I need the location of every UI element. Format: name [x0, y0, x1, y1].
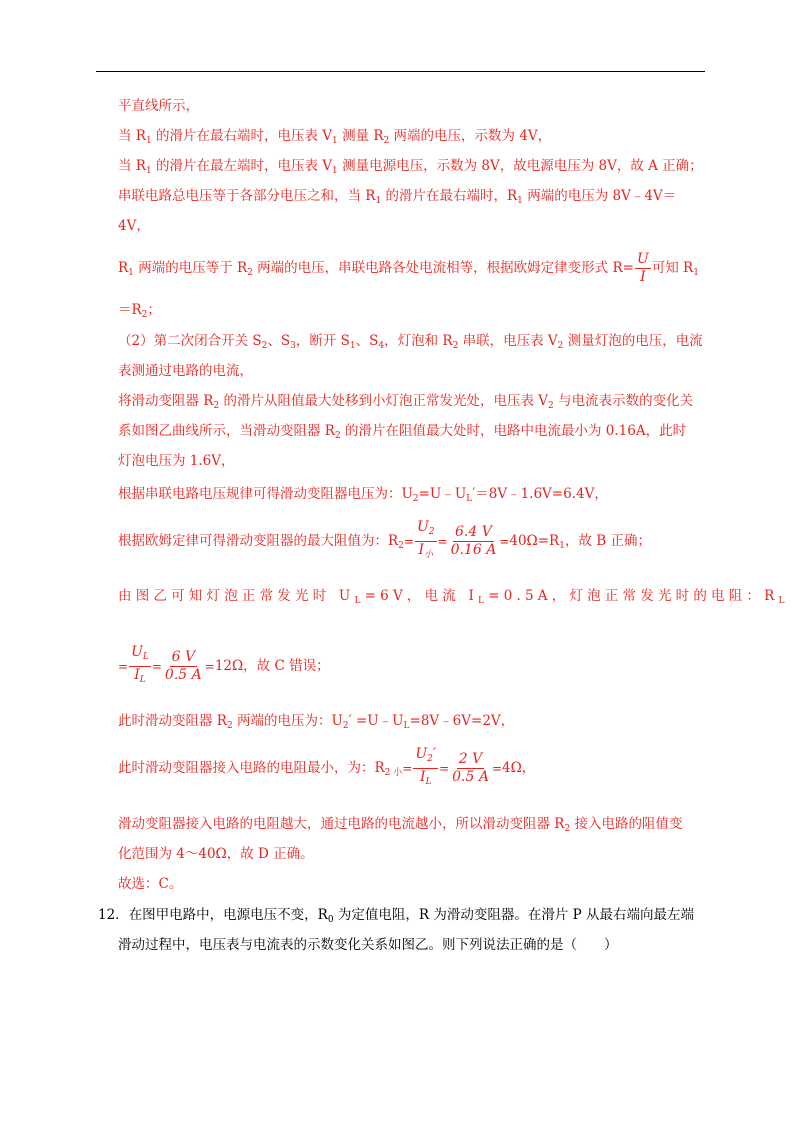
- solution-line: 灯泡电压为 1.6V，: [118, 453, 235, 469]
- solution-line: 此时滑动变阻器 $R_2$ 两端的电压为：$U_2'$ $=U﹣U_L=8V﹣6V=2V$，: [118, 713, 515, 731]
- solution-line: （2）第二次闭合开关 $S_2$、$S_3$，断开 $S_1$、$S_4$，灯泡和 $R_2$ 串联，电压表 $V_2$ 测量灯泡的电压，电流: [118, 333, 703, 351]
- solution-line: 此时滑动变阻器接入电路的电阻最小，为：$R_{2 小}=$ $\frac{U_2'}{I_L}$ = $\frac{2 V}{0.5 A}$ =4Ω，: [118, 746, 535, 793]
- fraction-ul-over-il: $\frac{U_L}{I_L}$: [131, 644, 149, 685]
- solution-line: 系如图乙曲线所示，当滑动变阻器 $R_2$ 的滑片在阻值最大处时，电路中电流最小为 0.16A，此时: [118, 423, 687, 441]
- question-12-line: 滑动过程中，电压表与电流表的示数变化关系如图乙。则下列说法正确的是（ ）: [118, 937, 618, 953]
- solution-line: 将滑动变阻器 $R_2$ 的滑片从阻值最大处移到小灯泡正常发光处，电压表 $V_2$ 与电流表示数的变化关: [118, 393, 694, 411]
- solution-line: 由图乙可知灯泡正常发光时 $U_L=6V$，电流 $I_L=0.5A$，灯泡正常发光时的电阻：$R_L$: [118, 588, 789, 606]
- solution-line: 4V，: [118, 218, 150, 234]
- fraction-6-4v-over-0-16a: $\frac{6.4 V}{0.16 A}$: [450, 524, 497, 558]
- solution-line: = $\frac{U_L}{I_L}$ = $\frac{6 V}{0.5 A}$ =12Ω，故 C 错误；: [118, 644, 330, 689]
- solution-line: 当 $R_1$ 的滑片在最左端时，电压表 $V_1$ 测量电源电压，示数为 8V，故电源电压为 8V，故 A 正确；: [118, 158, 703, 176]
- solution-line: 平直线所示，: [118, 98, 199, 114]
- fraction-u2-over-imin: $\frac{U_2}{I_小}$: [416, 519, 435, 560]
- answer-choice-line: 故选：C。: [118, 876, 183, 892]
- solution-line: 化范围为 4～40Ω，故 D 正确。: [118, 846, 314, 862]
- solution-line: 当 $R_1$ 的滑片在最右端时，电压表 $V_1$ 测量 $R_2$ 两端的电压，示数为 4V，: [118, 128, 552, 146]
- fraction-2v-over-0-5a: $\frac{2 V}{0.5 A}$: [452, 751, 489, 785]
- solution-line: 根据串联电路电压规律可得滑动变阻器电压为：$U_2=U﹣U_L'=8V﹣1.6V=6.4V$，: [118, 486, 608, 504]
- fraction-u2prime-over-il: $\frac{U_2'}{I_L}$: [415, 746, 437, 787]
- solution-line: $R_1$ 两端的电压等于 $R_2$ 两端的电压，串联电路各处电流相等，根据欧姆定律变形式 R= $\frac{U}{I}$ 可知 $R_1$: [118, 251, 699, 285]
- question-12-line: 12．在图甲电路中，电源电压不变，$R_0$ 为定值电阻，R 为滑动变阻器。在滑片 P 从最右端向最左端: [98, 907, 694, 925]
- solution-line: 根据欧姆定律可得滑动变阻器的最大阻值为：$R_2=$ $\frac{U_2}{I_小}$ = $\frac{6.4 V}{0.16 A}$ $=40\Omega=R_1$，故 B 正确；: [118, 519, 651, 566]
- solution-line: 滑动变阻器接入电路的电阻越大，通过电路的电流越小，所以滑动变阻器 $R_2$ 接入电路的阻值变: [118, 816, 683, 834]
- fraction-6v-over-0-5a: $\frac{6 V}{0.5 A}$: [164, 649, 202, 683]
- solution-line: 串联电路总电压等于各部分电压之和，当 $R_1$ 的滑片在最右端时，$R_1$ 两端的电压为 8V﹣4V＝: [118, 188, 677, 206]
- solution-line: 表测通过电路的电流，: [118, 363, 253, 379]
- header-rule: [96, 71, 705, 72]
- fraction-u-over-i: $\frac{U}{I}$: [636, 251, 649, 285]
- solution-line: $=R_2$；: [118, 302, 161, 320]
